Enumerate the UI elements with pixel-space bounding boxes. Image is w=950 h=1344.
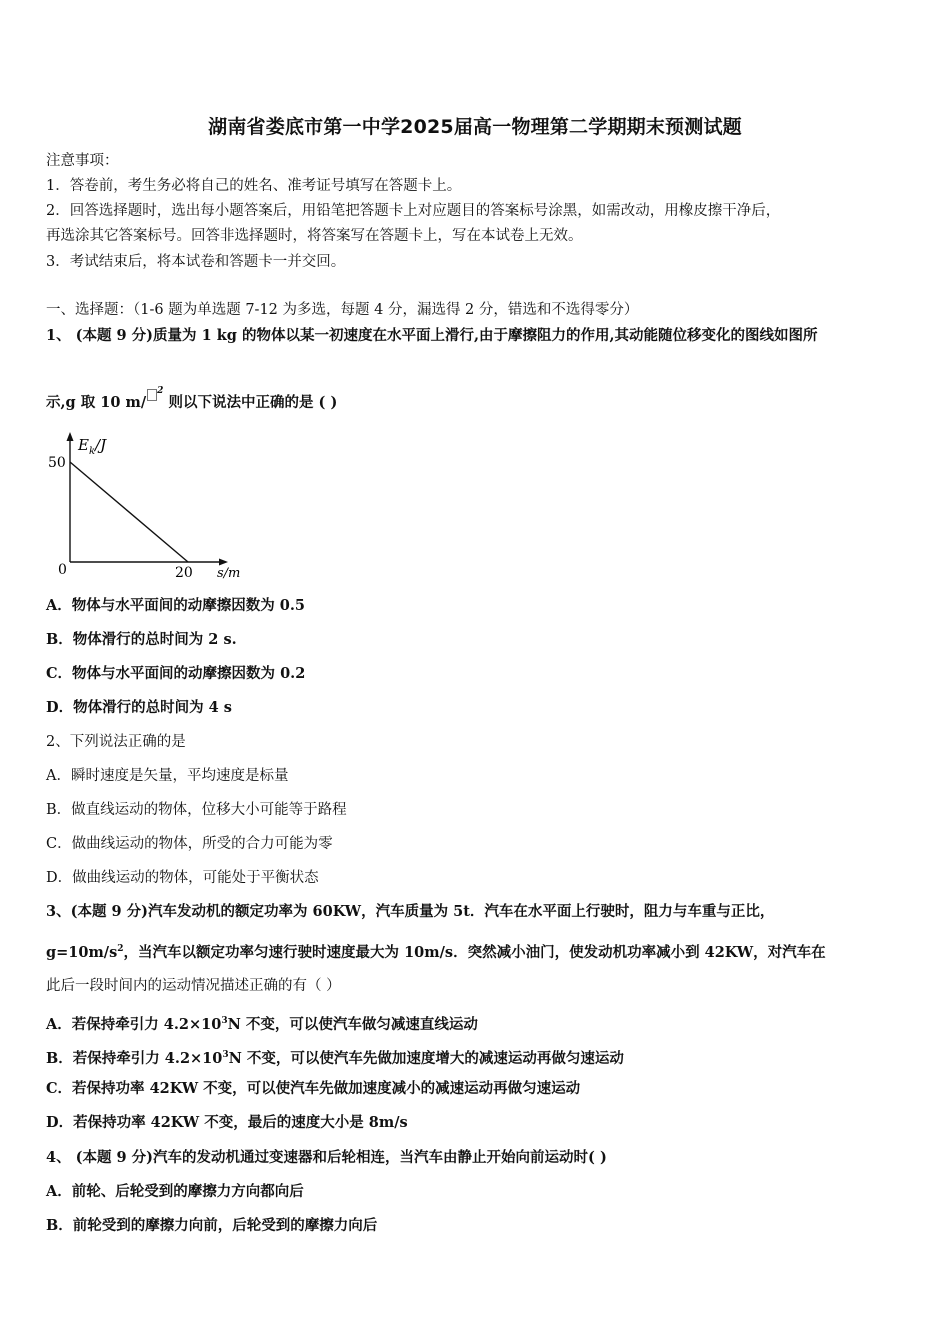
q3-option-a bbox=[46, 1012, 478, 1034]
notice-heading: 注意事项： bbox=[46, 153, 119, 169]
q1-ek-graph bbox=[44, 430, 254, 580]
q2-option-b: B．做直线运动的物体，位移大小可能等于路程 bbox=[46, 802, 347, 818]
q3-stem-sup: 2 bbox=[117, 944, 124, 954]
q4-option-a: A．前轮、后轮受到的摩擦力方向都向后 bbox=[46, 1183, 304, 1200]
q3-option-b-text-b: N 不变，可以使汽车先做加速度增大的减速运动再做匀速运动 bbox=[228, 1049, 624, 1067]
q3-option-a-text-b: N 不变，可以使汽车做匀减速直线运动 bbox=[227, 1015, 478, 1033]
q3-option-b-sup: 3 bbox=[222, 1050, 229, 1060]
q2-option-a: A．瞬时速度是矢量，平均速度是标量 bbox=[46, 768, 289, 784]
q1-stem-line1: 1、 (本题 9 分)质量为 1 kg 的物体以某一初速度在水平面上滑行,由于摩擦阻力的作用,其动能随位移变化的图线如图所 bbox=[46, 327, 818, 344]
q3-stem-text-b: ，当汽车以额定功率匀速行驶时速度最大为 10m/s．突然减小油门，使发动机功率减小到 42KW，对汽车在 bbox=[123, 943, 826, 961]
q4-stem: 4、 (本题 9 分)汽车的发动机通过变速器和后轮相连，当汽车由静止开始向前运动时( ) bbox=[46, 1149, 607, 1166]
q3-option-d: D．若保持功率 42KW 不变，最后的速度大小是 8m/s bbox=[46, 1114, 408, 1131]
notice-item-1: 1．答卷前，考生务必将自己的姓名、准考证号填写在答题卡上。 bbox=[46, 178, 462, 194]
q3-stem-line1: 3、(本题 9 分)汽车发动机的额定功率为 60KW，汽车质量为 5t．汽车在水平面上行驶时，阻力与车重与正比， bbox=[46, 903, 775, 920]
q1-option-a: A．物体与水平面间的动摩擦因数为 0.5 bbox=[46, 597, 306, 614]
exam-title: 湖南省娄底市第一中学2025届高一物理第二学期期末预测试题 bbox=[208, 116, 742, 138]
graph-data-line bbox=[70, 462, 188, 562]
graph-y-label: $E_k/J$ bbox=[78, 436, 107, 457]
q1-stem-line2 bbox=[46, 385, 338, 414]
graph-origin-label: 0 bbox=[58, 562, 67, 578]
q3-option-b-text-a: B．若保持牵引力 4.2×10 bbox=[46, 1049, 223, 1067]
section-heading: 一、选择题：（1-6 题为单选题 7-12 为多选，每题 4 分，漏选得 2 分，错选和不选得零分） bbox=[46, 302, 639, 318]
q3-stem-line3: 此后一段时间内的运动情况描述正确的有（ ） bbox=[46, 978, 341, 994]
q1-stem-text-b: 则以下说法中正确的是 ( ) bbox=[168, 393, 338, 411]
notice-item-2-cont: 再选涂其它答案标号。回答非选择题时，将答案写在答题卡上，写在本试卷上无效。 bbox=[46, 228, 583, 244]
graph-y-arrow-icon bbox=[67, 432, 74, 441]
q4-option-b: B．前轮受到的摩擦力向前，后轮受到的摩擦力向后 bbox=[46, 1217, 378, 1234]
q1-option-c: C．物体与水平面间的动摩擦因数为 0.2 bbox=[46, 665, 306, 682]
q3-stem-text-a: g=10m/s bbox=[46, 943, 118, 961]
q1-stem-text-a: 示,g 取 10 m/ bbox=[46, 393, 147, 411]
notice-item-2: 2．回答选择题时，选出每小题答案后，用铅笔把答题卡上对应题目的答案标号涂黑，如需改动，用橡皮擦干净后， bbox=[46, 203, 781, 219]
q3-option-c: C．若保持功率 42KW 不变，可以使汽车先做加速度减小的减速运动再做匀速运动 bbox=[46, 1080, 581, 1097]
q3-option-b bbox=[46, 1046, 624, 1068]
q2-stem: 2、下列说法正确的是 bbox=[46, 734, 186, 750]
q3-option-a-text-a: A．若保持牵引力 4.2×10 bbox=[46, 1015, 222, 1033]
graph-x-label: s/m bbox=[217, 566, 241, 580]
q3-option-a-sup: 3 bbox=[221, 1016, 228, 1026]
q2-option-c: C．做曲线运动的物体，所受的合力可能为零 bbox=[46, 836, 333, 852]
q2-option-d: D．做曲线运动的物体，可能处于平衡状态 bbox=[46, 870, 319, 886]
missing-glyph-icon bbox=[147, 389, 157, 401]
graph-x-tick-20: 20 bbox=[175, 565, 193, 580]
q1-option-d: D．物体滑行的总时间为 4 s bbox=[46, 699, 232, 716]
q3-stem-line2 bbox=[46, 940, 826, 962]
q1-stem-sup: 2 bbox=[157, 385, 164, 396]
notice-item-3: 3．考试结束后，将本试卷和答题卡一并交回。 bbox=[46, 254, 346, 270]
q1-option-b: B．物体滑行的总时间为 2 s. bbox=[46, 631, 237, 648]
graph-x-arrow-icon bbox=[219, 559, 228, 566]
graph-y-tick-50: 50 bbox=[48, 455, 66, 471]
